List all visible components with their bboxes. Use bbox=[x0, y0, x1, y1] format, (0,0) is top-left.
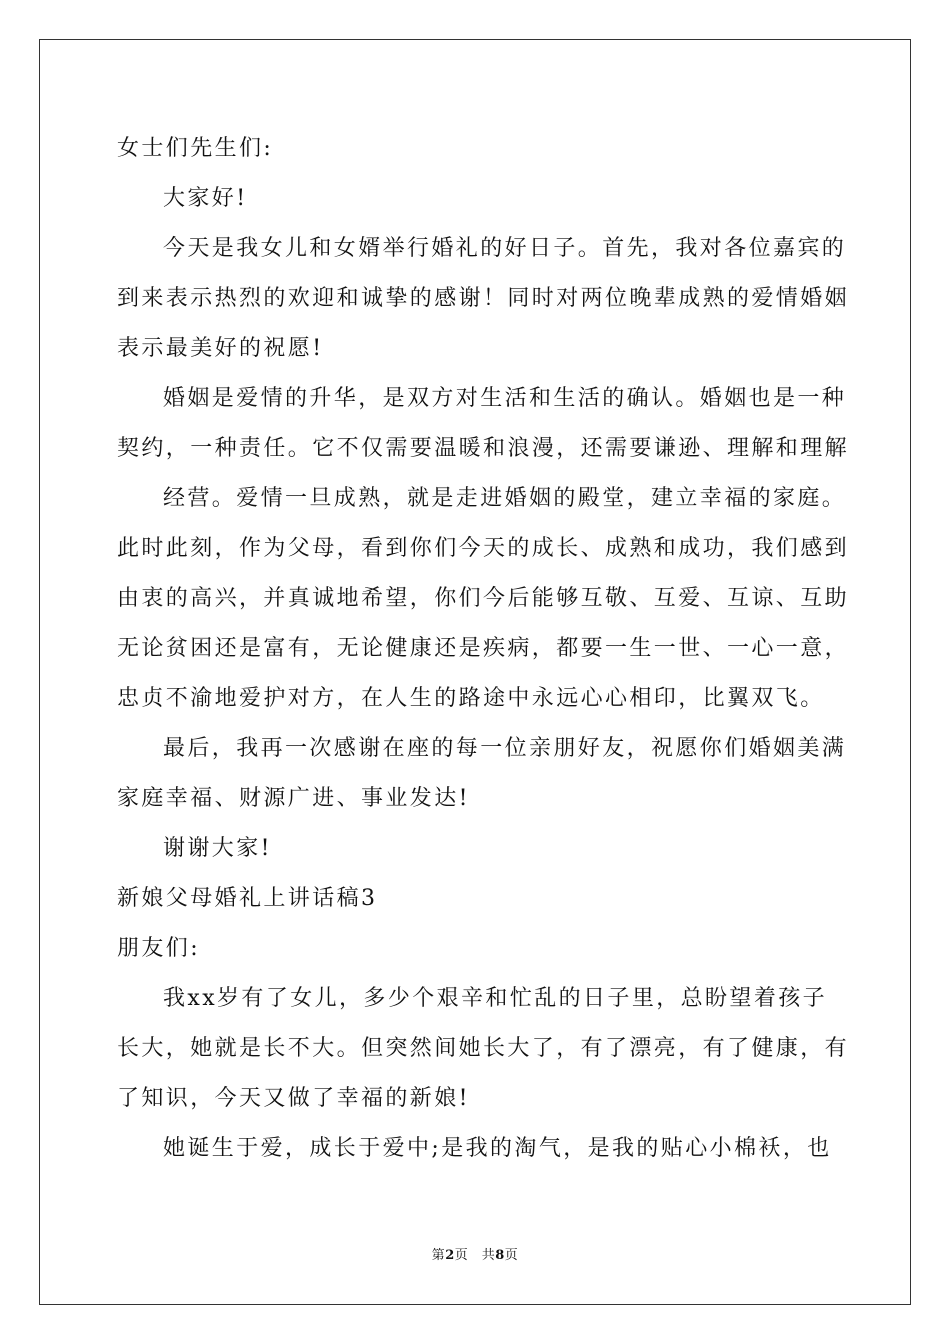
text-line: 经营。爱情一旦成熟，就是走进婚姻的殿堂，建立幸福的家庭。 bbox=[163, 486, 847, 511]
text-line: 长大，她就是长不大。但突然间她长大了，有了漂亮，有了健康，有 bbox=[117, 1036, 850, 1061]
salutation-line: 女士们先生们: bbox=[117, 136, 274, 161]
text-line: 此时此刻，作为父母，看到你们今天的成长、成熟和成功，我们感到 bbox=[117, 536, 850, 561]
page-label-suffix: 页 bbox=[504, 1248, 519, 1263]
total-page-number: 8 bbox=[495, 1248, 505, 1263]
text-line: 表示最美好的祝愿! bbox=[117, 336, 324, 361]
text-line: 今天是我女儿和女婿举行婚礼的好日子。首先，我对各位嘉宾的 bbox=[163, 236, 847, 261]
text-line: 契约，一种责任。它不仅需要温暖和浪漫，还需要谦逊、理解和理解 bbox=[117, 436, 850, 461]
page-label-mid: 页 共 bbox=[454, 1248, 496, 1263]
greeting-line: 大家好! bbox=[163, 186, 248, 211]
text-line: 家庭幸福、财源广进、事业发达! bbox=[117, 786, 470, 811]
text-line: 无论贫困还是富有，无论健康还是疾病，都要一生一世、一心一意， bbox=[117, 636, 850, 661]
text-line: 最后，我再一次感谢在座的每一位亲朋好友，祝愿你们婚姻美满 bbox=[163, 736, 847, 761]
text-line: 她诞生于爱，成长于爱中;是我的淘气，是我的贴心小棉袄，也 bbox=[163, 1136, 832, 1161]
page-border bbox=[39, 39, 911, 1305]
text-line: 我xx岁有了女儿，多少个艰辛和忙乱的日子里，总盼望着孩子 bbox=[163, 986, 828, 1011]
salutation-line: 朋友们: bbox=[117, 936, 201, 961]
current-page-number: 2 bbox=[445, 1248, 455, 1263]
page-label-prefix: 第 bbox=[431, 1248, 446, 1263]
text-line: 忠贞不渝地爱护对方，在人生的路途中永远心心相印，比翼双飞。 bbox=[117, 686, 825, 711]
text-line: 到来表示热烈的欢迎和诚挚的感谢！同时对两位晚辈成熟的爱情婚姻 bbox=[117, 286, 850, 311]
section-title: 新娘父母婚礼上讲话稿3 bbox=[117, 886, 378, 911]
text-line: 由衷的高兴，并真诚地希望，你们今后能够互敬、互爱、互谅、互助 bbox=[117, 586, 850, 611]
text-line: 谢谢大家! bbox=[163, 836, 272, 861]
text-line: 婚姻是爱情的升华，是双方对生活和生活的确认。婚姻也是一种 bbox=[163, 386, 847, 411]
text-line: 了知识，今天又做了幸福的新娘! bbox=[117, 1086, 470, 1111]
page-footer bbox=[0, 1247, 950, 1265]
